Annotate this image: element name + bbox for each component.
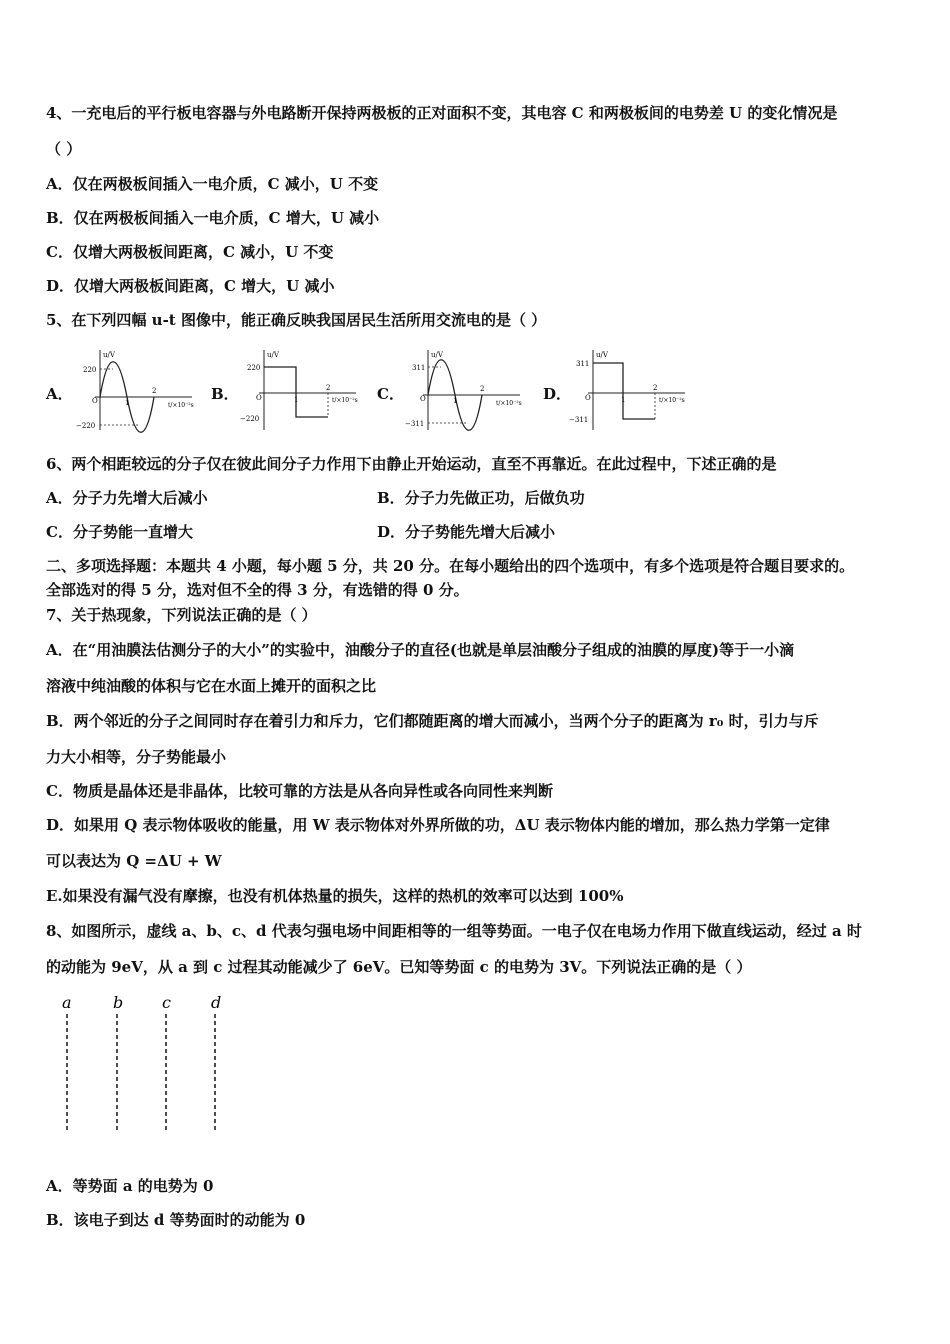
q4-option-a: A．仅在两极板间插入一电介质，C 减小，U 不变: [46, 175, 379, 193]
q5-graph-b-axis-t: t/×10⁻²s: [332, 397, 358, 404]
q7-option-b-line-1: B．两个邻近的分子之间同时存在着引力和斥力，它们都随距离的增大而减小，当两个分子的距离为 r₀ 时，引力与斥: [46, 712, 819, 730]
q5-graph-a-axis-u: u/V: [103, 351, 115, 359]
q7-option-d-line-2: 可以表达为 Q =ΔU + W: [46, 852, 222, 870]
q7-option-c: C．物质是晶体还是非晶体，比较可靠的方法是从各向异性或各向同性来判断: [46, 782, 553, 800]
q5-graph-a-pos: 220: [83, 366, 97, 374]
q7-option-a-line-1: A．在“用油膜法估测分子的大小”的实验中，油酸分子的直径(也就是单层油酸分子组成的油膜的厚度)等于一小滴: [46, 641, 795, 659]
q5-graph-b-tick-2: 2: [326, 384, 331, 392]
q5-graph-c-tick-1: 1: [453, 397, 458, 405]
q4-option-b: B．仅在两极板间插入一电介质，C 增大，U 减小: [46, 209, 380, 227]
q5-graph-b: [234, 345, 364, 435]
q7-stem: 7、关于热现象，下列说法正确的是（ ）: [46, 606, 317, 624]
q4-option-c: C．仅增大两极板间距离，C 减小，U 不变: [46, 243, 334, 261]
q7-option-d-line-1: D．如果用 Q 表示物体吸收的能量，用 W 表示物体对外界所做的功，ΔU 表示物体内能的增加，那么热力学第一定律: [46, 816, 830, 834]
equipotential-diagram: [50, 990, 240, 1135]
q8-option-a: A．等势面 a 的电势为 0: [46, 1177, 214, 1195]
q5-graph-d: [563, 345, 693, 435]
q5-graph-c-origin: O: [420, 395, 426, 403]
q7-option-e: E.如果没有漏气没有摩擦，也没有机体热量的损失，这样的热机的效率可以达到 100%: [46, 887, 624, 905]
q5-graph-a-tick-1: 1: [125, 399, 130, 407]
q8-option-b: B．该电子到达 d 等势面时的动能为 0: [46, 1211, 306, 1229]
q5-graph-b-pos: 220: [247, 364, 261, 372]
equipotential-label-a: a: [62, 993, 72, 1012]
q7-option-b-line-2: 力大小相等，分子势能最小: [46, 748, 227, 766]
q5-graph-d-origin: O: [585, 394, 591, 402]
q5-graph-c: [398, 345, 528, 435]
section2-header-line-2: 全部选对的得 5 分，选对但不全的得 3 分，有选错的得 0 分。: [46, 581, 469, 599]
q4-stem-line-2: （ ）: [46, 140, 82, 158]
q7-option-a-line-2: 溶液中纯油酸的体积与它在水面上摊开的面积之比: [46, 677, 377, 695]
equipotential-label-d: d: [211, 993, 222, 1012]
q5-graph-d-pos: 311: [576, 360, 590, 368]
q5-graph-b-axis-u: u/V: [267, 351, 279, 359]
q5-graph-b-neg: −220: [240, 415, 260, 423]
q6-option-a: A．分子力先增大后减小: [46, 489, 208, 507]
q5-graph-b-tick-1: 1: [294, 396, 299, 404]
q8-stem-line-2: 的动能为 9eV，从 a 到 c 过程其动能减少了 6eV。已知等势面 c 的电势为 3V。下列说法正确的是（ ）: [46, 958, 752, 976]
q5-graph-d-tick-1: 1: [621, 396, 626, 404]
q5-graph-c-axis-t: t/×10⁻²s: [496, 400, 522, 407]
section2-header-line-1: 二、多项选择题：本题共 4 小题，每小题 5 分，共 20 分。在每小题给出的四个选项中，有多个选项是符合题目要求的。: [46, 557, 855, 575]
q4-stem-line-1: 4、一充电后的平行板电容器与外电路断开保持两极板的正对面积不变，其电容 C 和两极板间的电势差 U 的变化情况是: [46, 104, 838, 122]
q5-graph-d-axis-u: u/V: [596, 351, 608, 359]
q5-option-b-letter: B．: [211, 385, 239, 403]
q5-stem: 5、在下列四幅 u-t 图像中，能正确反映我国居民生活所用交流电的是（ ）: [46, 311, 547, 329]
q5-graph-c-pos: 311: [412, 364, 426, 372]
equipotential-label-b: b: [113, 993, 124, 1012]
q5-graph-b-origin: O: [256, 394, 262, 402]
q6-option-d: D．分子势能先增大后减小: [377, 523, 556, 541]
q5-option-c-letter: C．: [377, 385, 404, 403]
q4-option-d: D．仅增大两极板间距离，C 增大，U 减小: [46, 277, 335, 295]
q5-graph-a-axis-t: t/×10⁻²s: [168, 402, 194, 409]
q5-graph-a-tick-2: 2: [152, 387, 157, 395]
q5-graph-c-tick-2: 2: [480, 385, 485, 393]
q5-graph-d-axis-t: t/×10⁻²s: [659, 397, 685, 404]
q5-graph-c-axis-u: u/V: [431, 351, 443, 359]
q8-stem-line-1: 8、如图所示，虚线 a、b、c、d 代表匀强电场中间距相等的一组等势面。一电子仅在电场力作用下做直线运动，经过 a 时: [46, 922, 862, 940]
q6-option-c: C．分子势能一直增大: [46, 523, 193, 541]
q5-option-a-letter: A．: [46, 385, 73, 403]
q5-graph-a-neg: −220: [76, 422, 96, 430]
q5-graph-d-tick-2: 2: [653, 384, 658, 392]
q6-option-b: B．分子力先做正功，后做负功: [377, 489, 585, 507]
q5-graph-a-origin: O: [92, 397, 98, 405]
q5-option-d-letter: D．: [543, 385, 572, 403]
equipotential-label-c: c: [162, 993, 171, 1012]
q5-graph-a: [70, 345, 200, 435]
q5-graph-d-neg: −311: [569, 416, 589, 424]
q5-graph-c-neg: −311: [405, 420, 425, 428]
q6-stem: 6、两个相距较远的分子仅在彼此间分子力作用下由静止开始运动，直至不再靠近。在此过程中，下述正确的是: [46, 455, 777, 473]
